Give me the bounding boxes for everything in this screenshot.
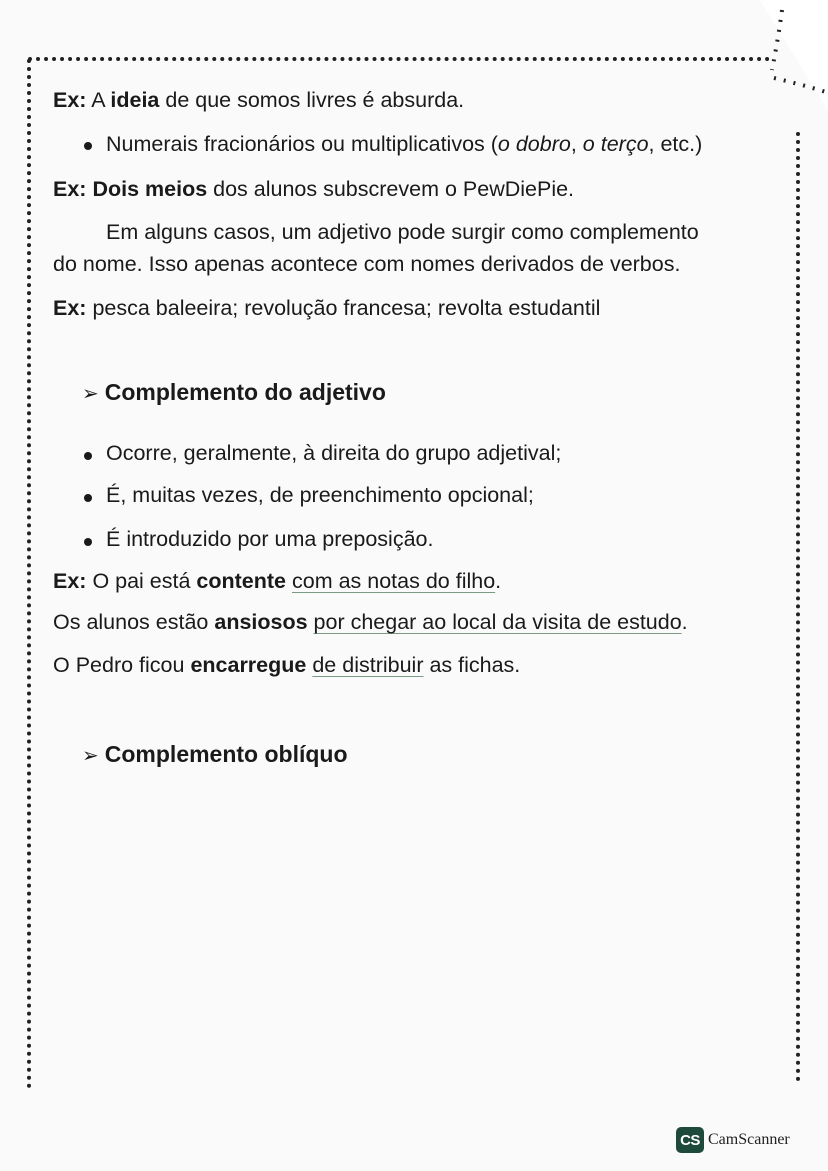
bullet-ocorre: Ocorre, geralmente, à direita do grupo adjetival; (106, 441, 562, 465)
section-heading-complemento-obliquo (82, 739, 348, 771)
bullet-numerais (106, 130, 702, 158)
italic-term: o terço (582, 132, 649, 156)
example-line-pesca (53, 294, 600, 322)
ex-label: Ex: (53, 296, 87, 320)
text-fragment: pesca baleeira; revolução francesa; revolta estudantil (86, 296, 601, 320)
text-fragment: Numerais fracionários ou multiplicativos ( (106, 132, 498, 156)
paragraph-line-1: Em alguns casos, um adjetivo pode surgir como complemento (106, 220, 699, 244)
arrow-bullet-icon: ➢ (82, 745, 99, 767)
camscanner-logo-icon: CS (676, 1127, 704, 1153)
arrow-bullet-icon: ➢ (82, 383, 99, 405)
ex-label: Ex: (53, 177, 87, 201)
example-line-contente (53, 567, 501, 595)
example-line-dois-meios (53, 175, 574, 203)
heading-text: Complemento do adjetivo (104, 379, 386, 405)
text-fragment: as fichas. (423, 653, 521, 677)
bullet-icon (84, 538, 92, 546)
ex-label: Ex: (53, 569, 87, 593)
text-fragment: Os alunos estão (53, 610, 215, 634)
bullet-icon (84, 142, 92, 150)
underlined-complement: com as notas do filho (292, 569, 496, 593)
paragraph-line-2: do nome. Isso apenas acontece com nomes derivados de verbos. (53, 252, 681, 276)
camscanner-text: CamScanner (708, 1131, 790, 1148)
underlined-complement: por chegar ao local da visita de estudo (313, 610, 682, 634)
bullet-introduzido: É introduzido por uma preposição. (106, 527, 434, 551)
example-line-encarregue (53, 651, 520, 679)
example-line-ansiosos (53, 608, 688, 636)
bold-term: contente (196, 569, 287, 593)
text-fragment: O Pedro ficou (53, 653, 191, 677)
ex-label: Ex: (53, 88, 87, 112)
heading-text: Complemento oblíquo (104, 741, 348, 767)
underlined-complement: de distribuir (312, 653, 424, 677)
example-line-ideia (53, 86, 464, 114)
text-fragment: . (681, 610, 688, 634)
camscanner-watermark (676, 1127, 790, 1153)
bullet-icon (84, 494, 92, 502)
text-fragment: , etc.) (648, 132, 703, 156)
text-fragment: de que somos livres é absurda. (159, 88, 465, 112)
bold-term: ideia (110, 88, 160, 112)
section-heading-complemento-adjetivo (82, 377, 386, 409)
bullet-icon (84, 452, 92, 460)
text-fragment: O pai está (86, 569, 197, 593)
text-fragment: . (495, 569, 502, 593)
bullet-muitas-vezes: É, muitas vezes, de preenchimento opcional; (106, 483, 534, 507)
text-fragment: A (86, 88, 111, 112)
bold-term: Dois meios (92, 177, 208, 201)
text-fragment: , (570, 132, 583, 156)
bold-term: ansiosos (214, 610, 308, 634)
italic-term: o dobro (497, 132, 571, 156)
bold-term: encarregue (190, 653, 307, 677)
text-fragment: dos alunos subscrevem o PewDiePie. (207, 177, 575, 201)
